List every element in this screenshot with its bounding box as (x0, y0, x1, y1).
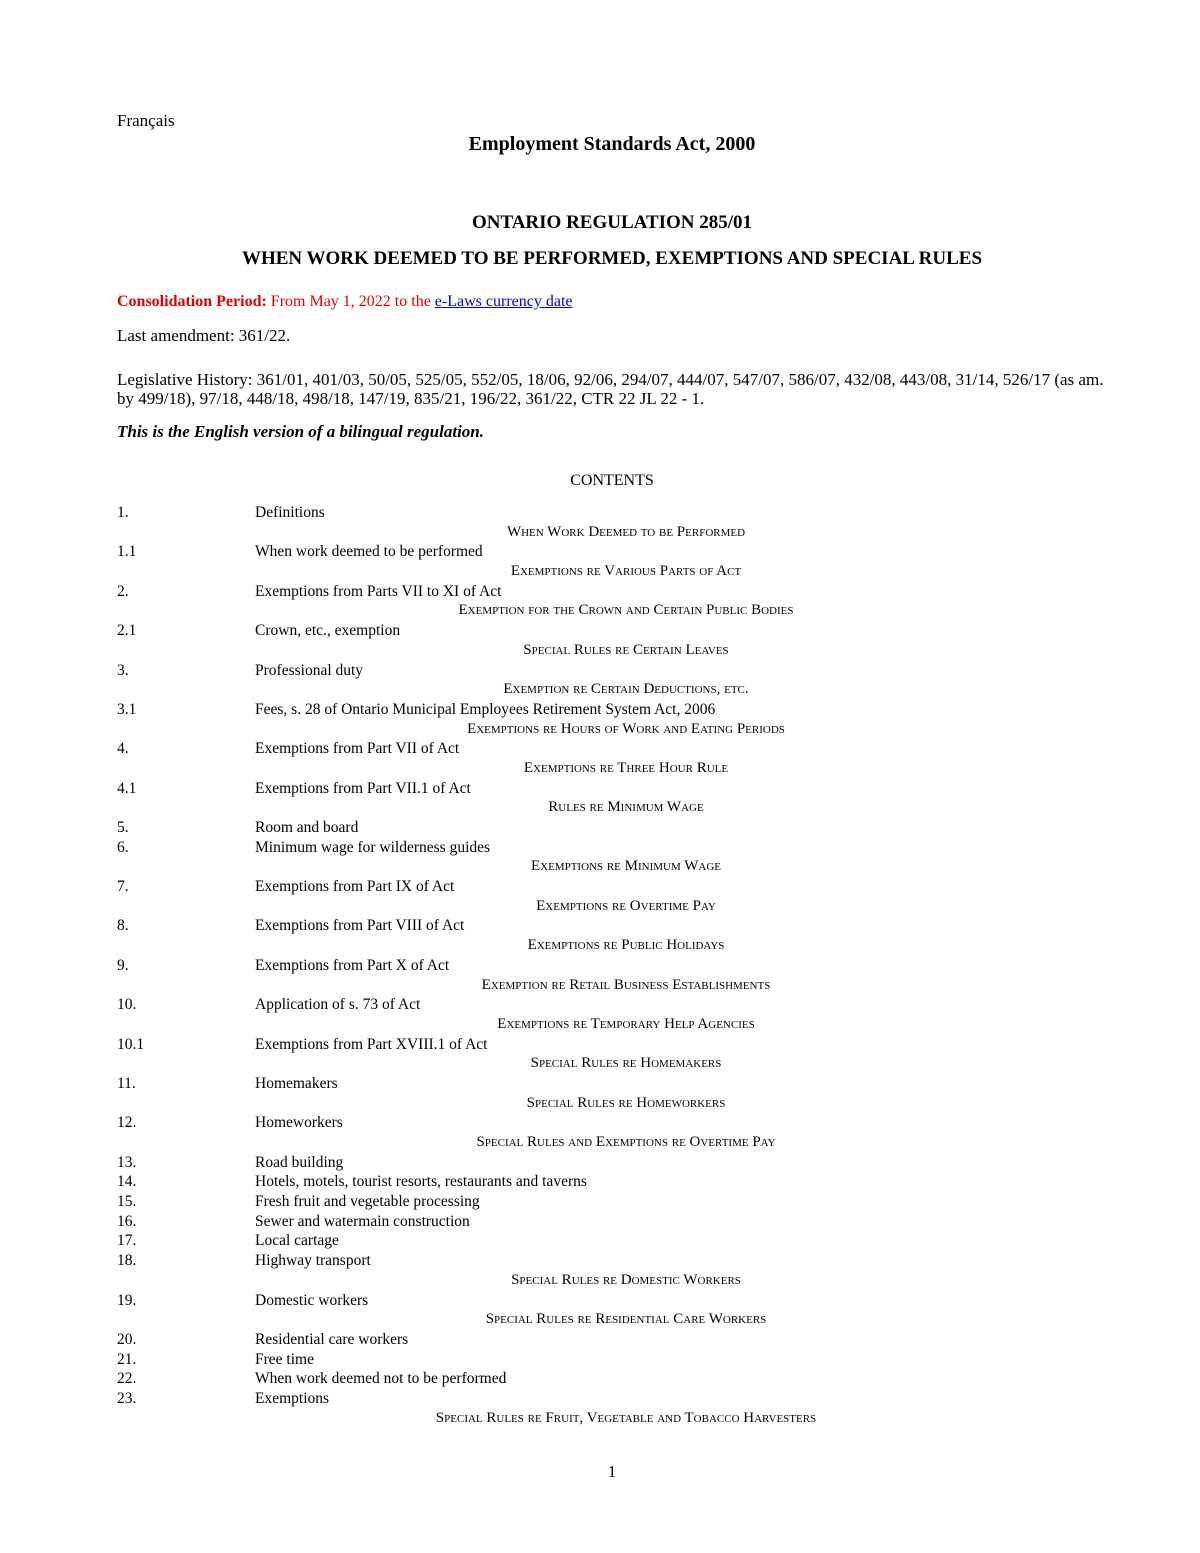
toc-section-heading: Exemptions re Overtime Pay (536, 897, 716, 914)
act-title: Employment Standards Act, 2000 (468, 133, 756, 155)
consolidation-label: Consolidation Period: (117, 293, 267, 310)
toc-entry-title: Application of s. 73 of Act (255, 996, 421, 1014)
toc-entry-number: 2.1 (117, 622, 137, 640)
toc-entry-number: 16. (117, 1212, 137, 1230)
toc-entry-number: 9. (117, 956, 129, 974)
regulation-number: ONTARIO REGULATION 285/01 (471, 212, 753, 233)
toc-entry-title: Exemptions from Part VII of Act (255, 740, 460, 758)
toc-entry-title: Fresh fruit and vegetable processing (255, 1193, 480, 1211)
toc-entry-title: Exemptions from Part VII.1 of Act (255, 779, 471, 797)
toc-entry[interactable] (117, 818, 1107, 838)
toc-entry-title: Minimum wage for wilderness guides (255, 838, 491, 856)
toc-entry[interactable] (117, 1212, 1107, 1232)
toc-entry[interactable] (117, 1192, 1107, 1212)
toc-entry-title: When work deemed not to be performed (255, 1370, 507, 1388)
toc-entry-title: Domestic workers (255, 1291, 369, 1309)
toc-entry-title: Exemptions from Part IX of Act (255, 878, 455, 896)
toc-entry-title: Homeworkers (255, 1114, 343, 1132)
toc-section-heading: Exemptions re Various Parts of Act (510, 563, 742, 580)
toc-entry-number: 3. (117, 661, 129, 679)
toc-entry[interactable] (117, 661, 1107, 681)
toc-entry-title: When work deemed to be performed (255, 543, 483, 561)
contents-heading: CONTENTS (570, 472, 654, 489)
toc-entry-title: Road building (255, 1153, 344, 1171)
toc-entry[interactable] (117, 621, 1107, 641)
toc-entry-title: Hotels, motels, tourist resorts, restaurants and taverns (255, 1173, 587, 1191)
toc-entry[interactable] (117, 838, 1107, 858)
toc-entry-title: Free time (255, 1350, 314, 1368)
toc-entry-number: 4. (117, 740, 129, 758)
toc-entry[interactable] (117, 1113, 1107, 1133)
toc-entry[interactable] (117, 582, 1107, 602)
toc-section-heading: Exemptions re Three Hour Rule (523, 759, 729, 776)
toc-entry-number: 5. (117, 819, 129, 836)
toc-section-heading: Exemptions re Temporary Help Agencies (497, 1015, 755, 1032)
toc-entry-number: 13. (117, 1153, 137, 1171)
page-number: 1 (607, 1462, 617, 1481)
toc-entry-number: 4.1 (117, 779, 137, 797)
toc-entry[interactable] (117, 1350, 1107, 1370)
toc-entry-title: Room and board (255, 819, 359, 836)
toc-entry[interactable] (117, 1291, 1107, 1311)
toc-section-heading: Special Rules and Exemptions re Overtime Pay (476, 1134, 776, 1150)
toc-section-heading: Special Rules re Homeworkers (526, 1094, 726, 1111)
toc-entry-number: 22. (117, 1370, 137, 1388)
toc-entry[interactable] (117, 1369, 1107, 1389)
toc-entry[interactable] (117, 542, 1107, 562)
toc-entry-title: Local cartage (255, 1232, 339, 1250)
toc-section-heading: Exemption re Certain Deductions, etc. (503, 681, 749, 698)
toc-entry-number: 3.1 (117, 700, 137, 718)
toc-entry[interactable] (117, 877, 1107, 897)
toc-section-heading: When Work Deemed to be Performed (506, 523, 746, 540)
toc-section-heading: Special Rules re Certain Leaves (523, 641, 729, 658)
bilingual-note: This is the English version of a bilingual regulation. (117, 422, 485, 441)
toc-entry[interactable] (117, 503, 1107, 523)
toc-entry-number: 10. (117, 996, 137, 1014)
toc-entry-title: Exemptions from Part VIII of Act (255, 917, 465, 935)
toc-entry-number: 10.1 (117, 1035, 145, 1053)
toc-entry[interactable] (117, 916, 1107, 936)
toc-entry-number: 20. (117, 1330, 137, 1348)
toc-entry[interactable] (117, 995, 1107, 1015)
toc-entry-title: Sewer and watermain construction (255, 1212, 470, 1230)
toc-entry[interactable] (117, 1389, 1107, 1409)
toc-entry[interactable] (117, 1153, 1107, 1173)
toc-entry[interactable] (117, 739, 1107, 759)
last-amendment: Last amendment: 361/22. (117, 326, 291, 345)
toc-section-heading: Exemption for the Crown and Certain Public Bodies (458, 602, 794, 619)
toc-section-heading: Exemption re Retail Business Establishments (481, 976, 771, 993)
toc-entry[interactable] (117, 1172, 1107, 1192)
toc-entry[interactable] (117, 956, 1107, 976)
toc-entry-number: 11. (117, 1074, 136, 1092)
toc-entry-number: 17. (117, 1232, 137, 1250)
toc-section-heading: Special Rules re Domestic Workers (511, 1271, 741, 1288)
toc-section-heading: Exemptions re Minimum Wage (530, 858, 722, 875)
toc-entry-number: 12. (117, 1114, 137, 1132)
toc-entry[interactable] (117, 779, 1107, 799)
consolidation-period (117, 293, 573, 311)
toc-entry[interactable] (117, 1035, 1107, 1055)
toc-entry-title: Crown, etc., exemption (255, 622, 401, 640)
toc-entry-number: 15. (117, 1193, 137, 1211)
toc-entry-number: 1.1 (117, 543, 137, 561)
toc-entry-number: 19. (117, 1291, 137, 1309)
toc-section-heading: Special Rules re Homemakers (530, 1055, 722, 1072)
toc-entry[interactable] (117, 1330, 1107, 1350)
toc-entry-number: 18. (117, 1252, 137, 1270)
currency-date-link[interactable]: e-Laws currency date (434, 293, 573, 310)
toc-entry-number: 14. (117, 1173, 137, 1191)
toc-entry-number: 1. (117, 504, 129, 521)
toc-entry[interactable] (117, 1231, 1107, 1251)
toc-entry-title: Professional duty (255, 661, 364, 679)
toc-entry-number: 21. (117, 1350, 137, 1368)
toc-entry-title: Exemptions from Part XVIII.1 of Act (255, 1035, 488, 1053)
toc-entry[interactable] (117, 700, 1107, 720)
toc-section-heading: Rules re Minimum Wage (548, 799, 704, 816)
toc-section-heading: Special Rules re Residential Care Workers (485, 1311, 767, 1328)
toc-entry-title: Residential care workers (255, 1330, 409, 1348)
table-of-contents (117, 503, 1107, 1428)
regulation-title: WHEN WORK DEEMED TO BE PERFORMED, EXEMPTIONS AND SPECIAL RULES (241, 248, 983, 269)
toc-entry-title: Highway transport (255, 1252, 371, 1270)
toc-entry-number: 8. (117, 917, 129, 935)
toc-entry-title: Exemptions from Parts VII to XI of Act (255, 582, 502, 600)
toc-entry-title: Exemptions from Part X of Act (255, 956, 450, 974)
toc-entry[interactable] (117, 1074, 1107, 1094)
toc-entry-number: 6. (117, 838, 129, 856)
french-version-link[interactable]: Français (117, 111, 175, 130)
toc-section-heading: Exemptions re Hours of Work and Eating Periods (467, 720, 785, 737)
toc-entry-title: Fees, s. 28 of Ontario Municipal Employees Retirement System Act, 2006 (255, 700, 716, 718)
legislative-history: Legislative History: 361/01, 401/03, 50/05, 525/05, 552/05, 18/06, 92/06, 294/07, 444/07, 547/07, 586/07, 432/08, 443/08, 31/14, 526/17 (as am. by 499/18), 97/18, 448/18, 498/18, 147/19, 835/21, 196/22, 361/22, CTR 22 JL 22 - 1. (117, 370, 1104, 408)
toc-entry-number: 23. (117, 1389, 137, 1407)
toc-entry-title: Definitions (255, 504, 325, 521)
toc-entry-number: 7. (117, 878, 129, 896)
toc-entry[interactable] (117, 1251, 1107, 1271)
toc-entry-number: 2. (117, 582, 129, 600)
toc-section-heading: Special Rules re Fruit, Vegetable and Tobacco Harvesters (435, 1409, 817, 1426)
toc-entry-title: Exemptions (255, 1389, 330, 1407)
toc-entry-title: Homemakers (255, 1074, 338, 1092)
toc-section-heading: Exemptions re Public Holidays (527, 937, 725, 954)
consolidation-text: From May 1, 2022 to the (266, 293, 435, 310)
